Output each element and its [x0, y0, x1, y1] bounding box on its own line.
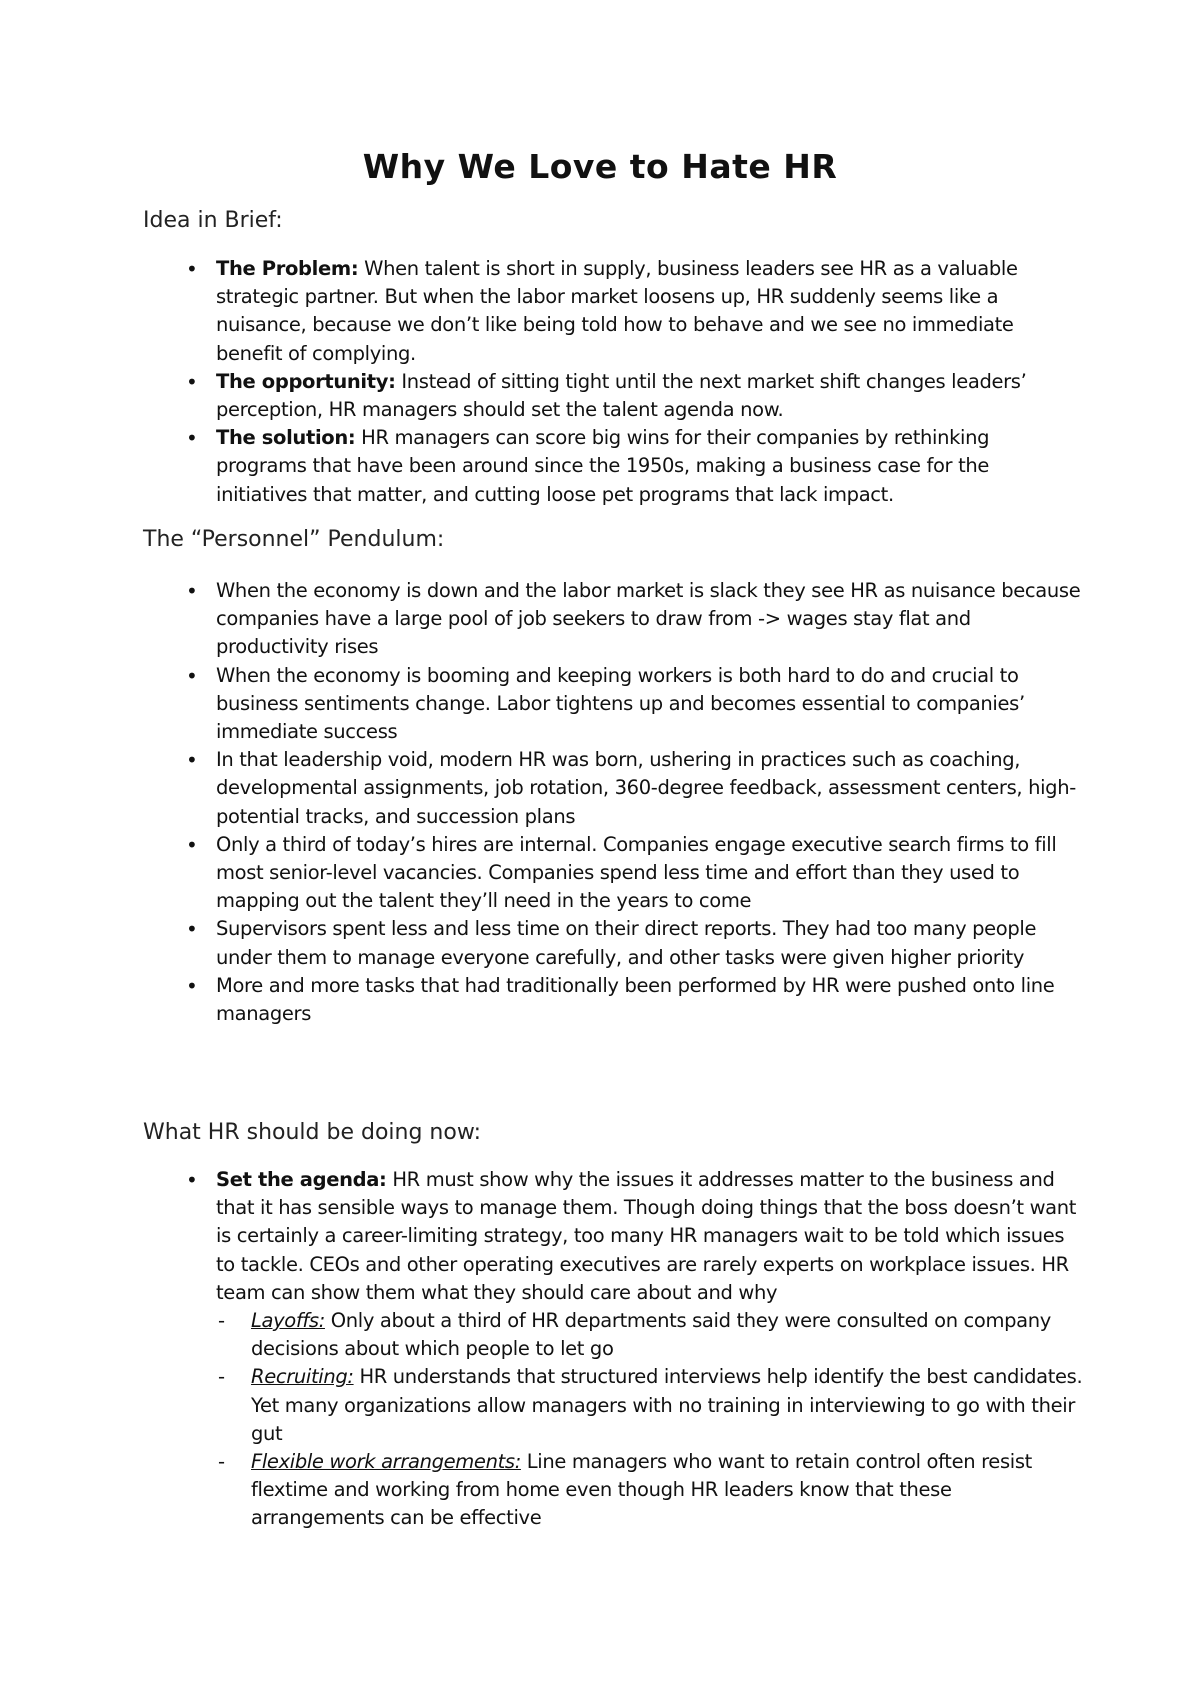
dash-marker: - [218, 1309, 225, 1333]
sublist-item [216, 1448, 1083, 1533]
item-text: When the economy is booming and keeping workers is both hard to do and crucial to business sentiments change. Labor tightens up and becomes essential to companies’ immediate success [216, 663, 1025, 744]
subitem-label: Layoffs: [251, 1309, 325, 1333]
list-item [143, 424, 1083, 509]
subitem-text: Line managers who want to retain control often resist flextime and working from home even though HR leaders know that these arrangements can be effective [251, 1450, 1032, 1530]
what-hr-should-do-list [143, 1166, 1083, 1533]
sublist-item [216, 1307, 1083, 1363]
bullet-icon: • [186, 1168, 198, 1192]
personnel-pendulum-list [143, 577, 1083, 1028]
section-heading-what-hr-should-do: What HR should be doing now: [143, 1120, 482, 1145]
item-text: More and more tasks that had traditionally been performed by HR were pushed onto line managers [216, 973, 1055, 1026]
bullet-icon: • [186, 257, 198, 281]
bullet-icon: • [186, 369, 198, 394]
subitem-text: HR understands that structured interviews help identify the best candidates. Yet many organizations allow managers with no training in interviewing to go with their gut [251, 1365, 1083, 1445]
list-item [143, 255, 1083, 368]
list-item [143, 972, 1083, 1028]
bullet-icon: • [186, 917, 198, 942]
section-heading-idea-in-brief: Idea in Brief: [143, 208, 283, 233]
bullet-icon: • [186, 748, 198, 773]
item-text: When the economy is down and the labor market is slack they see HR as nuisance because companies have a large pool of job seekers to draw from -> wages stay flat and productivity rises [216, 579, 1081, 659]
bullet-icon: • [186, 973, 198, 998]
agenda-sublist [216, 1307, 1083, 1533]
item-text: HR must show why the issues it addresses matter to the business and that it has sensible ways to manage them. Though doing things that the boss doesn’t want is certainly a career-limiting strategy, too many HR managers wait to be told which issues to tackle. CEOs and other operating executives are rarely experts on workplace issues. HR team can show them what they should care about and why [216, 1168, 1077, 1304]
list-item [143, 831, 1083, 916]
subitem-text: Only about a third of HR departments said they were consulted on company decisions about which people to let go [251, 1309, 1051, 1361]
bullet-icon: • [186, 832, 198, 857]
subitem-label: Recruiting: [251, 1365, 354, 1389]
list-item [143, 915, 1083, 971]
list-item [143, 577, 1083, 662]
subitem-label: Flexible work arrangements: [251, 1450, 521, 1474]
sublist-item [216, 1363, 1083, 1448]
item-label: Set the agenda: [216, 1168, 387, 1191]
bullet-icon: • [186, 663, 198, 688]
item-text: Instead of sitting tight until the next market shift changes leaders’ perception, HR managers should set the talent agenda now. [216, 369, 1027, 422]
bullet-icon: • [186, 579, 198, 603]
dash-marker: - [218, 1365, 225, 1389]
item-label: The solution: [216, 426, 356, 450]
list-item [143, 662, 1083, 747]
item-label: The Problem: [216, 257, 359, 280]
bullet-icon: • [186, 426, 198, 451]
list-item [143, 1166, 1083, 1533]
idea-in-brief-list [143, 255, 1083, 509]
item-label: The opportunity: [216, 369, 396, 393]
list-item [143, 746, 1083, 831]
document-title: Why We Love to Hate HR [362, 147, 838, 186]
section-heading-personnel-pendulum: The “Personnel” Pendulum: [143, 527, 445, 552]
dash-marker: - [218, 1450, 225, 1474]
item-text: When talent is short in supply, business leaders see HR as a valuable strategic partner. But when the labor market loosens up, HR suddenly seems like a nuisance, because we don’t like being told how to behave and we see no immediate benefit of complying. [216, 257, 1018, 365]
item-text: In that leadership void, modern HR was born, ushering in practices such as coaching, developmental assignments, job rotation, 360-degree feedback, assessment centers, high-potential tracks, and succession plans [216, 748, 1076, 828]
item-text: Supervisors spent less and less time on their direct reports. They had too many people under them to manage everyone carefully, and other tasks were given higher priority [216, 917, 1037, 969]
item-text: HR managers can score big wins for their companies by rethinking programs that have been around since the 1950s, making a business case for the initiatives that matter, and cutting loose pet programs that lack impact. [216, 426, 990, 506]
item-text: Only a third of today’s hires are internal. Companies engage executive search firms to fill most senior-level vacancies. Companies spend less time and effort than they used to mapping out the talent they’ll need in the years to come [216, 832, 1057, 913]
list-item [143, 368, 1083, 424]
